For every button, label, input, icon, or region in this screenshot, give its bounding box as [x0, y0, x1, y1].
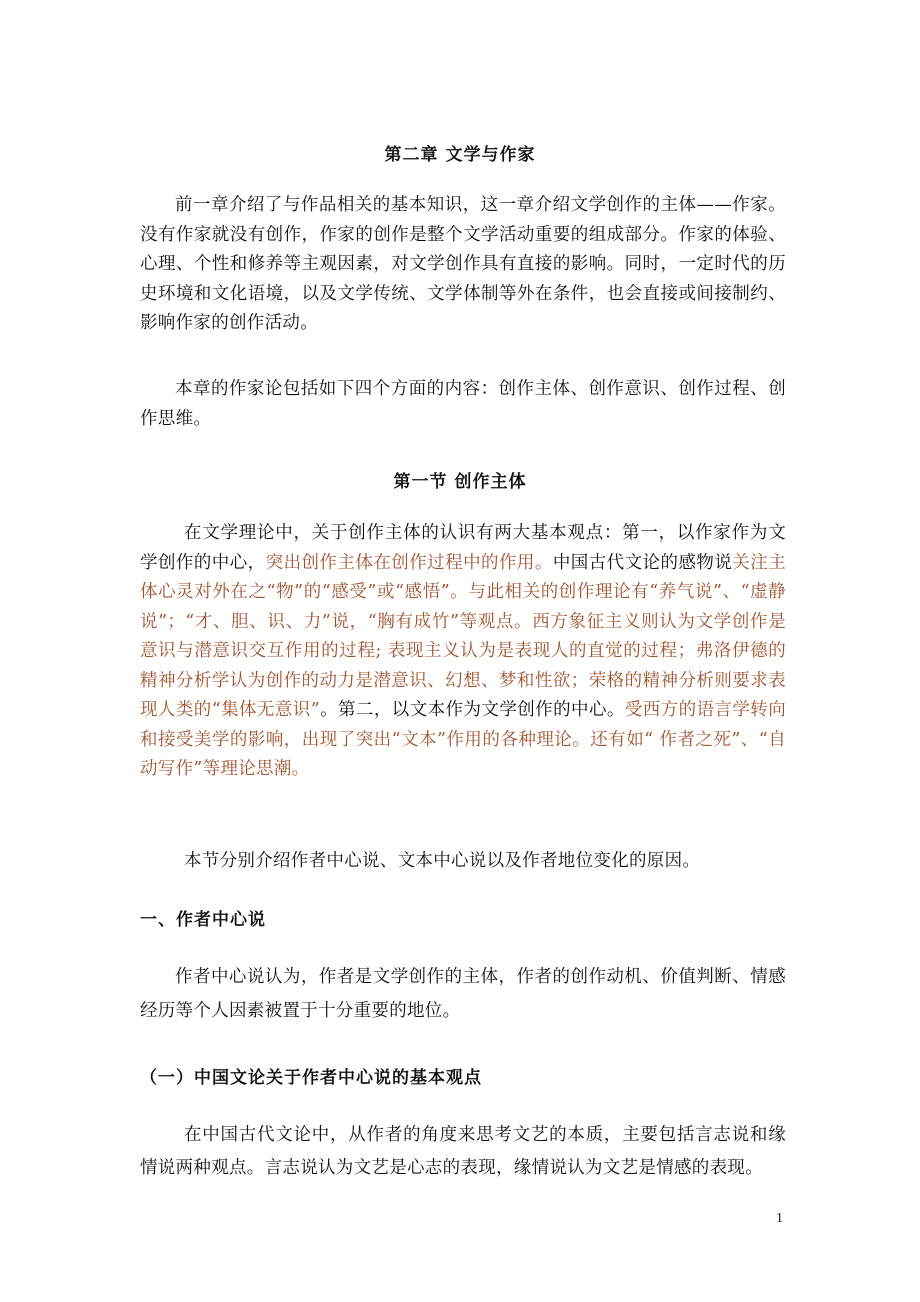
subsection-title-1: 一、作者中心说: [140, 910, 266, 930]
highlighted-text: 突出创作主体在创作过程中的作用。: [265, 552, 553, 573]
subsection-title-2: （一）中国文论关于作者中心说的基本观点: [140, 1068, 482, 1088]
text-run: 在文学理论中，关于创作主体的认识有两大基本观点：第一，以作家作为文学创作的中心，: [140, 523, 786, 573]
subsection-paragraph-2: 在中国古代文论中，从作者的角度来思考文艺的本质，主要包括言志说和缘情说两种观点。言志说认为文艺是心志的表现，缘情说认为文艺是情感的表现。: [140, 1125, 786, 1178]
chapter-title: 第二章 文学与作家: [384, 145, 536, 165]
section-paragraph-2: 本节分别介绍作者中心说、文本中心说以及作者地位变化的原因。: [184, 851, 701, 871]
text-run: 中国古代文论的感物说: [552, 552, 733, 573]
highlighted-text: 受西方的语言学转向和接受美学的影响，出现了突出“文本”作用的各种理论。还有如“ 作者之死”、“自动写作”等理论思潮。: [140, 700, 786, 779]
page-number: 1: [776, 1211, 783, 1226]
subsection-paragraph-1: 作者中心说认为，作者是文学创作的主体，作者的创作动机、价值判断、情感经历等个人因素被置于十分重要的地位。: [140, 967, 786, 1021]
section-paragraph-1: [140, 519, 786, 785]
section-title: 第一节 创作主体: [393, 472, 527, 492]
highlighted-text: 关注主体心灵对外在之“物”的“感受”或“感悟”。与此相关的创作理论有“养气说”、“虚静说”；“才、胆、识、力”说，“胸有成竹”等观点。西方象征主义则认为文学创作是意识与潜意识交互作用的过程; 表现主义认为是表现人的直觉的过程；弗洛伊德的精神分析学认为创作的动力是潜意识、幻想、梦和性欲；荣格的精神分析则要求表现人类的“集体无意识”: [140, 552, 786, 720]
intro-paragraph-1: 前一章介绍了与作品相关的基本知识，这一章介绍文学创作的主体——作家。没有作家就没有创作，作家的创作是整个文学活动重要的组成部分。作家的体验、心理、个性和修养等主观因素，对文学创作具有直接的影响。同时，一定时代的历史环境和文化语境，以及文学传统、文学体制等外在条件，也会直接或间接制约、影响作家的创作活动。: [140, 195, 786, 333]
intro-paragraph-2: 本章的作家论包括如下四个方面的内容：创作主体、创作意识、创作过程、创作思维。: [140, 379, 786, 429]
text-run: 。第二，以文本作为文学创作的中心。: [319, 700, 625, 720]
